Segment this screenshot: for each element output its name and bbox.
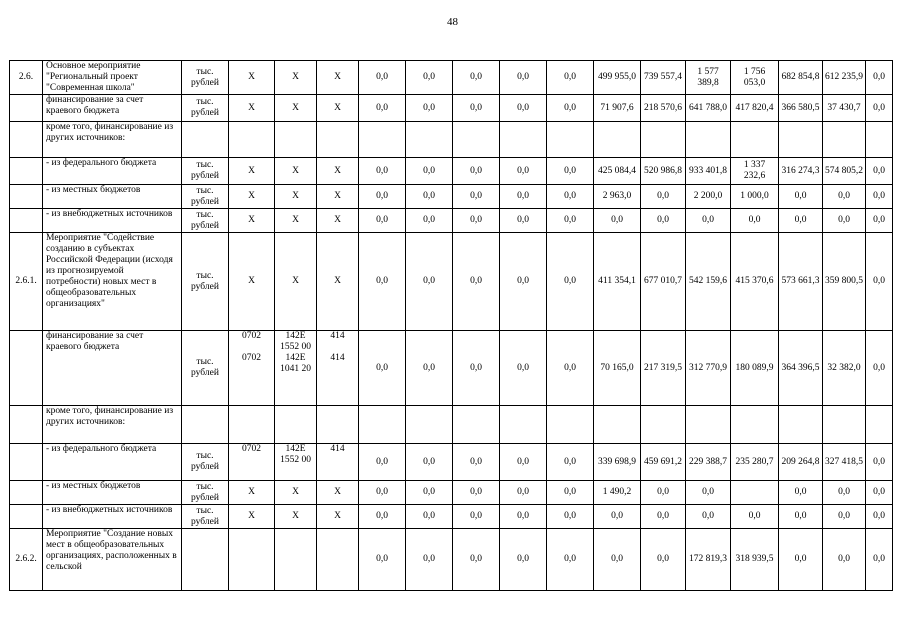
- code-expense: 414: [317, 444, 359, 481]
- value-cell: 0,0: [406, 209, 453, 233]
- value-cell: 0,0: [686, 505, 731, 529]
- value-cell: [500, 122, 547, 158]
- table-row: [10, 158, 893, 185]
- value-cell: 739 557,4: [641, 61, 686, 95]
- value-cell: 0,0: [500, 158, 547, 185]
- value-cell: 0,0: [359, 61, 406, 95]
- value-cell: [731, 481, 779, 505]
- code-section: X: [229, 185, 275, 209]
- table-row: [10, 61, 893, 95]
- value-cell: 0,0: [866, 185, 893, 209]
- code-section: X: [229, 209, 275, 233]
- value-cell: 0,0: [359, 505, 406, 529]
- value-cell: 0,0: [823, 209, 866, 233]
- code-expense: [317, 122, 359, 158]
- code-expense: [317, 529, 359, 591]
- table-row: [10, 481, 893, 505]
- value-cell: 0,0: [686, 209, 731, 233]
- code-section: X: [229, 61, 275, 95]
- value-cell: 0,0: [453, 185, 500, 209]
- value-cell: 71 907,6: [594, 95, 641, 122]
- value-cell: 0,0: [866, 209, 893, 233]
- value-cell: 0,0: [594, 529, 641, 591]
- value-cell: [453, 122, 500, 158]
- value-cell: 0,0: [406, 444, 453, 481]
- value-cell: 0,0: [500, 505, 547, 529]
- row-number: [10, 444, 43, 481]
- row-number: [10, 158, 43, 185]
- unit-cell: [182, 406, 229, 444]
- value-cell: 0,0: [594, 505, 641, 529]
- value-cell: 0,0: [453, 481, 500, 505]
- value-cell: 0,0: [547, 529, 594, 591]
- value-cell: 0,0: [359, 481, 406, 505]
- value-cell: 0,0: [359, 158, 406, 185]
- value-cell: 312 770,9: [686, 331, 731, 406]
- value-cell: 318 939,5: [731, 529, 779, 591]
- row-number: [10, 209, 43, 233]
- unit-cell: [182, 122, 229, 158]
- code-expense: [317, 406, 359, 444]
- value-cell: 573 661,3: [779, 233, 823, 331]
- code-target: [275, 122, 317, 158]
- value-cell: 217 319,5: [641, 331, 686, 406]
- value-cell: 459 691,2: [641, 444, 686, 481]
- code-expense: X: [317, 95, 359, 122]
- value-cell: [547, 122, 594, 158]
- table-row: [10, 505, 893, 529]
- value-cell: 0,0: [406, 158, 453, 185]
- value-cell: 0,0: [866, 331, 893, 406]
- value-cell: 0,0: [547, 158, 594, 185]
- value-cell: 0,0: [453, 505, 500, 529]
- value-cell: 0,0: [406, 529, 453, 591]
- row-name: Мероприятие "Создание новых мест в общеобразовательных организациях, расположенных в сельской: [43, 529, 182, 591]
- code-target: X: [275, 61, 317, 95]
- value-cell: [866, 406, 893, 444]
- value-cell: 37 430,7: [823, 95, 866, 122]
- value-cell: 0,0: [453, 444, 500, 481]
- value-cell: 0,0: [823, 505, 866, 529]
- code-section: [229, 529, 275, 591]
- value-cell: 0,0: [866, 444, 893, 481]
- value-cell: [359, 122, 406, 158]
- value-cell: 0,0: [866, 481, 893, 505]
- value-cell: 0,0: [779, 185, 823, 209]
- value-cell: [406, 122, 453, 158]
- value-cell: 0,0: [547, 95, 594, 122]
- code-expense: X: [317, 233, 359, 331]
- value-cell: 0,0: [779, 481, 823, 505]
- value-cell: 2 963,0: [594, 185, 641, 209]
- code-expense: X: [317, 158, 359, 185]
- value-cell: [823, 122, 866, 158]
- value-cell: 425 084,4: [594, 158, 641, 185]
- value-cell: 1 000,0: [731, 185, 779, 209]
- value-cell: [731, 122, 779, 158]
- code-expense: X: [317, 185, 359, 209]
- table-row: [10, 95, 893, 122]
- value-cell: 0,0: [594, 209, 641, 233]
- unit-cell: [182, 529, 229, 591]
- value-cell: 0,0: [823, 185, 866, 209]
- code-expense: X: [317, 505, 359, 529]
- value-cell: 0,0: [641, 505, 686, 529]
- value-cell: [866, 122, 893, 158]
- code-target: [275, 406, 317, 444]
- value-cell: 0,0: [453, 95, 500, 122]
- value-cell: 0,0: [453, 331, 500, 406]
- value-cell: [686, 406, 731, 444]
- value-cell: 1 337 232,6: [731, 158, 779, 185]
- row-name: - из федерального бюджета: [43, 158, 182, 185]
- value-cell: 0,0: [453, 61, 500, 95]
- unit-cell: тыс. рублей: [182, 185, 229, 209]
- value-cell: 235 280,7: [731, 444, 779, 481]
- value-cell: 0,0: [866, 505, 893, 529]
- value-cell: 0,0: [866, 529, 893, 591]
- unit-cell: тыс. рублей: [182, 331, 229, 406]
- code-target: X: [275, 209, 317, 233]
- code-target: [275, 529, 317, 591]
- value-cell: 0,0: [547, 505, 594, 529]
- row-name: кроме того, финансирование из других источников:: [43, 406, 182, 444]
- row-name: финансирование за счет краевого бюджета: [43, 331, 182, 406]
- value-cell: 0,0: [500, 209, 547, 233]
- code-target: X: [275, 233, 317, 331]
- row-number: 2.6.1.: [10, 233, 43, 331]
- value-cell: 0,0: [866, 158, 893, 185]
- unit-cell: тыс. рублей: [182, 505, 229, 529]
- value-cell: 218 570,6: [641, 95, 686, 122]
- code-target: X: [275, 158, 317, 185]
- value-cell: 366 580,5: [779, 95, 823, 122]
- value-cell: [731, 406, 779, 444]
- value-cell: 0,0: [406, 505, 453, 529]
- value-cell: 0,0: [547, 233, 594, 331]
- value-cell: 0,0: [641, 529, 686, 591]
- value-cell: 542 159,6: [686, 233, 731, 331]
- value-cell: 0,0: [866, 95, 893, 122]
- unit-cell: тыс. рублей: [182, 444, 229, 481]
- value-cell: 499 955,0: [594, 61, 641, 95]
- row-number: 2.6.2.: [10, 529, 43, 591]
- value-cell: 327 418,5: [823, 444, 866, 481]
- value-cell: 0,0: [453, 233, 500, 331]
- value-cell: 0,0: [500, 61, 547, 95]
- table-row: [10, 406, 893, 444]
- row-number: [10, 185, 43, 209]
- value-cell: 0,0: [500, 481, 547, 505]
- value-cell: [641, 122, 686, 158]
- value-cell: 411 354,1: [594, 233, 641, 331]
- value-cell: 0,0: [406, 61, 453, 95]
- code-section: 0702: [229, 444, 275, 481]
- value-cell: 0,0: [500, 529, 547, 591]
- unit-cell: тыс. рублей: [182, 158, 229, 185]
- value-cell: 0,0: [406, 95, 453, 122]
- row-number: [10, 505, 43, 529]
- value-cell: 612 235,9: [823, 61, 866, 95]
- value-cell: [359, 406, 406, 444]
- row-number: 2.6.: [10, 61, 43, 95]
- value-cell: 229 388,7: [686, 444, 731, 481]
- unit-cell: тыс. рублей: [182, 233, 229, 331]
- value-cell: 0,0: [453, 529, 500, 591]
- value-cell: 0,0: [866, 61, 893, 95]
- code-section: 0702 0702: [229, 331, 275, 406]
- value-cell: 0,0: [500, 331, 547, 406]
- value-cell: 70 165,0: [594, 331, 641, 406]
- value-cell: 0,0: [547, 481, 594, 505]
- row-name: Основное мероприятие "Региональный проект "Современная школа": [43, 61, 182, 95]
- unit-cell: тыс. рублей: [182, 209, 229, 233]
- value-cell: 0,0: [359, 529, 406, 591]
- table-row: [10, 529, 893, 591]
- value-cell: 1 577 389,8: [686, 61, 731, 95]
- value-cell: 209 264,8: [779, 444, 823, 481]
- value-cell: 0,0: [547, 61, 594, 95]
- code-section: X: [229, 158, 275, 185]
- value-cell: 339 698,9: [594, 444, 641, 481]
- code-target: X: [275, 505, 317, 529]
- value-cell: 0,0: [453, 158, 500, 185]
- value-cell: 0,0: [731, 209, 779, 233]
- value-cell: 0,0: [406, 233, 453, 331]
- value-cell: 0,0: [779, 209, 823, 233]
- row-name: - из внебюджетных источников: [43, 505, 182, 529]
- value-cell: 0,0: [823, 481, 866, 505]
- value-cell: 0,0: [823, 529, 866, 591]
- unit-cell: тыс. рублей: [182, 61, 229, 95]
- value-cell: 2 200,0: [686, 185, 731, 209]
- code-section: X: [229, 505, 275, 529]
- code-section: [229, 122, 275, 158]
- value-cell: 359 800,5: [823, 233, 866, 331]
- value-cell: 0,0: [359, 444, 406, 481]
- value-cell: 677 010,7: [641, 233, 686, 331]
- value-cell: [594, 406, 641, 444]
- value-cell: 0,0: [359, 233, 406, 331]
- value-cell: 364 396,5: [779, 331, 823, 406]
- row-number: [10, 481, 43, 505]
- value-cell: [547, 406, 594, 444]
- page-number: 48: [447, 16, 458, 28]
- value-cell: [686, 122, 731, 158]
- code-section: X: [229, 481, 275, 505]
- table-row: [10, 185, 893, 209]
- value-cell: 0,0: [547, 209, 594, 233]
- value-cell: [500, 406, 547, 444]
- value-cell: [594, 122, 641, 158]
- value-cell: 0,0: [779, 505, 823, 529]
- value-cell: 0,0: [866, 233, 893, 331]
- value-cell: 316 274,3: [779, 158, 823, 185]
- code-target: 142E 1552 00: [275, 444, 317, 481]
- row-name: - из местных бюджетов: [43, 481, 182, 505]
- value-cell: 1 490,2: [594, 481, 641, 505]
- row-number: [10, 406, 43, 444]
- row-name: - из федерального бюджета: [43, 444, 182, 481]
- value-cell: [779, 406, 823, 444]
- value-cell: 0,0: [453, 209, 500, 233]
- budget-table: [9, 60, 893, 591]
- code-expense: 414 414: [317, 331, 359, 406]
- code-expense: X: [317, 209, 359, 233]
- code-target: X: [275, 95, 317, 122]
- value-cell: 0,0: [547, 444, 594, 481]
- code-section: [229, 406, 275, 444]
- table-row: [10, 444, 893, 481]
- value-cell: 0,0: [359, 331, 406, 406]
- unit-cell: тыс. рублей: [182, 95, 229, 122]
- code-target: X: [275, 481, 317, 505]
- table-row: [10, 233, 893, 331]
- value-cell: 0,0: [500, 95, 547, 122]
- value-cell: 520 986,8: [641, 158, 686, 185]
- value-cell: 0,0: [641, 481, 686, 505]
- value-cell: 0,0: [359, 185, 406, 209]
- value-cell: 0,0: [547, 331, 594, 406]
- table-row: [10, 331, 893, 406]
- value-cell: 0,0: [731, 505, 779, 529]
- value-cell: 172 819,3: [686, 529, 731, 591]
- table-row: [10, 122, 893, 158]
- code-target: X: [275, 185, 317, 209]
- table-row: [10, 209, 893, 233]
- value-cell: 0,0: [500, 233, 547, 331]
- value-cell: 0,0: [641, 185, 686, 209]
- value-cell: 180 089,9: [731, 331, 779, 406]
- value-cell: 0,0: [779, 529, 823, 591]
- value-cell: [453, 406, 500, 444]
- code-section: X: [229, 95, 275, 122]
- unit-cell: тыс. рублей: [182, 481, 229, 505]
- value-cell: 933 401,8: [686, 158, 731, 185]
- value-cell: 641 788,0: [686, 95, 731, 122]
- value-cell: 0,0: [406, 481, 453, 505]
- row-name: - из внебюджетных источников: [43, 209, 182, 233]
- value-cell: 0,0: [406, 185, 453, 209]
- value-cell: 0,0: [359, 209, 406, 233]
- row-number: [10, 122, 43, 158]
- row-name: кроме того, финансирование из других источников:: [43, 122, 182, 158]
- value-cell: 0,0: [500, 444, 547, 481]
- row-number: [10, 331, 43, 406]
- row-name: Мероприятие "Содействие созданию в субъектах Российской Федерации (исходя из прогнозируемой потребности) новых мест в общеобразовательных организациях": [43, 233, 182, 331]
- value-cell: 0,0: [686, 481, 731, 505]
- row-name: - из местных бюджетов: [43, 185, 182, 209]
- value-cell: 1 756 053,0: [731, 61, 779, 95]
- code-section: X: [229, 233, 275, 331]
- value-cell: 0,0: [406, 331, 453, 406]
- value-cell: 682 854,8: [779, 61, 823, 95]
- value-cell: 574 805,2: [823, 158, 866, 185]
- code-target: 142E 1552 00 142E 1041 20: [275, 331, 317, 406]
- value-cell: 415 370,6: [731, 233, 779, 331]
- value-cell: 32 382,0: [823, 331, 866, 406]
- table-body: [10, 61, 893, 591]
- code-expense: X: [317, 61, 359, 95]
- value-cell: 417 820,4: [731, 95, 779, 122]
- value-cell: 0,0: [500, 185, 547, 209]
- value-cell: [779, 122, 823, 158]
- value-cell: [641, 406, 686, 444]
- value-cell: [823, 406, 866, 444]
- value-cell: 0,0: [359, 95, 406, 122]
- value-cell: 0,0: [547, 185, 594, 209]
- row-name: финансирование за счет краевого бюджета: [43, 95, 182, 122]
- row-number: [10, 95, 43, 122]
- value-cell: [406, 406, 453, 444]
- code-expense: X: [317, 481, 359, 505]
- value-cell: 0,0: [641, 209, 686, 233]
